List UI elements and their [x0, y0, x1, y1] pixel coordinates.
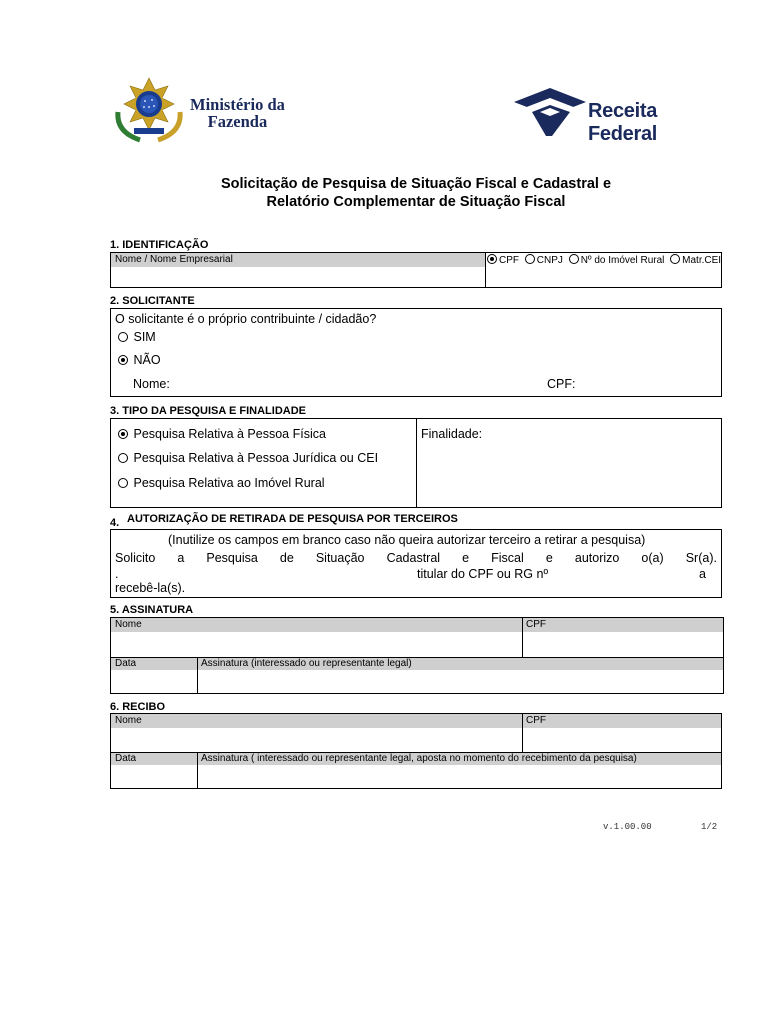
- pesquisa-pf-label: Pesquisa Relativa à Pessoa Física: [133, 427, 326, 441]
- agency-name: Receita Federal: [588, 100, 658, 145]
- imovel-rural-option-label: Nº do Imóvel Rural: [580, 255, 665, 266]
- section-4-number: 4.: [110, 517, 120, 529]
- solicitante-name-field[interactable]: [181, 375, 541, 393]
- recibo-signature-field[interactable]: [198, 765, 721, 788]
- document-title: [110, 175, 722, 211]
- section-2-heading: 2. SOLICITANTE: [110, 295, 195, 307]
- section-1-heading: 1. IDENTIFICAÇÃO: [110, 239, 209, 251]
- assinatura-cpf-label: CPF: [526, 619, 546, 630]
- cpf-radio[interactable]: [487, 254, 497, 264]
- ministry-line2: Fazenda: [207, 112, 268, 131]
- pesquisa-pf-option[interactable]: [118, 427, 326, 441]
- pesquisa-rural-option[interactable]: [118, 476, 325, 490]
- authorization-line2-mid: titular do CPF ou RG nº: [417, 567, 549, 581]
- ministry-line1: Ministério da: [190, 95, 285, 114]
- word: Solicito: [115, 551, 156, 565]
- word: o(a): [641, 551, 664, 565]
- word: e: [545, 551, 553, 565]
- id-type-options: [487, 254, 721, 266]
- sim-label: SIM: [133, 330, 156, 344]
- word: Fiscal: [491, 551, 524, 565]
- id-number-input-field[interactable]: [486, 267, 721, 287]
- solicitante-question: O solicitante é o próprio contribuinte / cidadão?: [115, 312, 377, 326]
- pesquisa-rural-label: Pesquisa Relativa ao Imóvel Rural: [133, 476, 325, 490]
- word: a: [177, 551, 185, 565]
- word: de: [279, 551, 294, 565]
- page-number: 1/2: [701, 822, 718, 832]
- authorization-line2-dot: .: [115, 567, 119, 581]
- title-line1: Solicitação de Pesquisa de Situação Fiscal e Cadastral e: [220, 176, 612, 192]
- section-4-heading: AUTORIZAÇÃO DE RETIRADA DE PESQUISA POR TERCEIROS: [127, 513, 458, 525]
- ministerio-logo: [110, 76, 310, 146]
- section-5-heading: 5. ASSINATURA: [110, 604, 194, 616]
- cnpj-radio[interactable]: [525, 254, 535, 264]
- recibo-nome-field[interactable]: [111, 728, 521, 751]
- authorization-line1: [115, 551, 717, 565]
- name-label: Nome / Nome Empresarial: [115, 254, 233, 265]
- word: autorizo: [574, 551, 620, 565]
- recibo-signature-label: Assinatura ( interessado ou representante legal, aposta no momento do recebimento da pesquisa): [201, 753, 637, 764]
- sim-radio[interactable]: [118, 332, 128, 342]
- pesquisa-pj-option[interactable]: [118, 451, 378, 465]
- recibo-data-field[interactable]: [111, 765, 196, 788]
- assinatura-signature-field[interactable]: [198, 670, 723, 693]
- authorization-line3: recebê-la(s).: [115, 581, 186, 595]
- nao-radio[interactable]: [118, 355, 128, 365]
- receita-federal-emblem-icon: [512, 86, 588, 138]
- assinatura-data-label: Data: [115, 658, 137, 669]
- section-6-heading: 6. RECIBO: [110, 701, 166, 713]
- section-6-box: [110, 713, 722, 789]
- pesquisa-pf-radio[interactable]: [118, 429, 128, 439]
- recibo-cpf-field[interactable]: [523, 728, 721, 751]
- title-line2: Relatório Complementar de Situação Fiscal: [266, 194, 566, 210]
- section-3-heading: 3. TIPO DA PESQUISA E FINALIDADE: [110, 405, 306, 417]
- solicitante-cpf-label: CPF:: [547, 377, 576, 391]
- assinatura-cpf-field[interactable]: [523, 632, 723, 656]
- assinatura-nome-field[interactable]: [111, 632, 521, 656]
- nao-label: NÃO: [133, 353, 161, 367]
- section-3-box: [110, 418, 722, 508]
- word: e: [462, 551, 470, 565]
- name-input-field[interactable]: [111, 267, 485, 287]
- matr-cei-radio[interactable]: [670, 254, 680, 264]
- pesquisa-pj-radio[interactable]: [118, 453, 128, 463]
- pesquisa-pj-label: Pesquisa Relativa à Pessoa Jurídica ou CEI: [133, 451, 379, 465]
- receita-federal-logo: [512, 86, 728, 145]
- nao-option[interactable]: [118, 353, 161, 367]
- assinatura-data-field[interactable]: [111, 670, 196, 693]
- assinatura-nome-label: Nome: [115, 619, 142, 630]
- imovel-rural-radio[interactable]: [569, 254, 579, 264]
- pesquisa-rural-radio[interactable]: [118, 478, 128, 488]
- matr-cei-option-label: Matr.CEI: [682, 255, 722, 266]
- cpf-option-label: CPF: [499, 255, 519, 266]
- ministry-name: [190, 96, 285, 130]
- section-5-box: [110, 617, 724, 694]
- sim-option[interactable]: [118, 330, 156, 344]
- word: Sr(a).: [685, 551, 717, 565]
- authorization-line2-end: a: [699, 567, 706, 581]
- brazil-coat-of-arms-icon: [110, 76, 188, 146]
- section-4-box: [110, 529, 722, 598]
- section-1-box: [110, 252, 722, 288]
- section-2-box: [110, 308, 722, 397]
- word: Cadastral: [386, 551, 441, 565]
- solicitante-cpf-field[interactable]: [581, 375, 717, 393]
- recibo-cpf-label: CPF: [526, 715, 546, 726]
- word: Pesquisa: [206, 551, 258, 565]
- version-label: v.1.00.00: [603, 822, 652, 832]
- solicitante-name-label: Nome:: [133, 377, 170, 391]
- recibo-nome-label: Nome: [115, 715, 142, 726]
- recibo-data-label: Data: [115, 753, 137, 764]
- authorization-note: (Inutilize os campos em branco caso não queira autorizar terceiro a retirar a pesquisa): [168, 533, 646, 547]
- finalidade-label: Finalidade:: [421, 427, 483, 441]
- finalidade-field[interactable]: [417, 445, 721, 505]
- assinatura-signature-label: Assinatura (interessado ou representante legal): [201, 658, 412, 669]
- cnpj-option-label: CNPJ: [536, 255, 563, 266]
- word: Situação: [315, 551, 365, 565]
